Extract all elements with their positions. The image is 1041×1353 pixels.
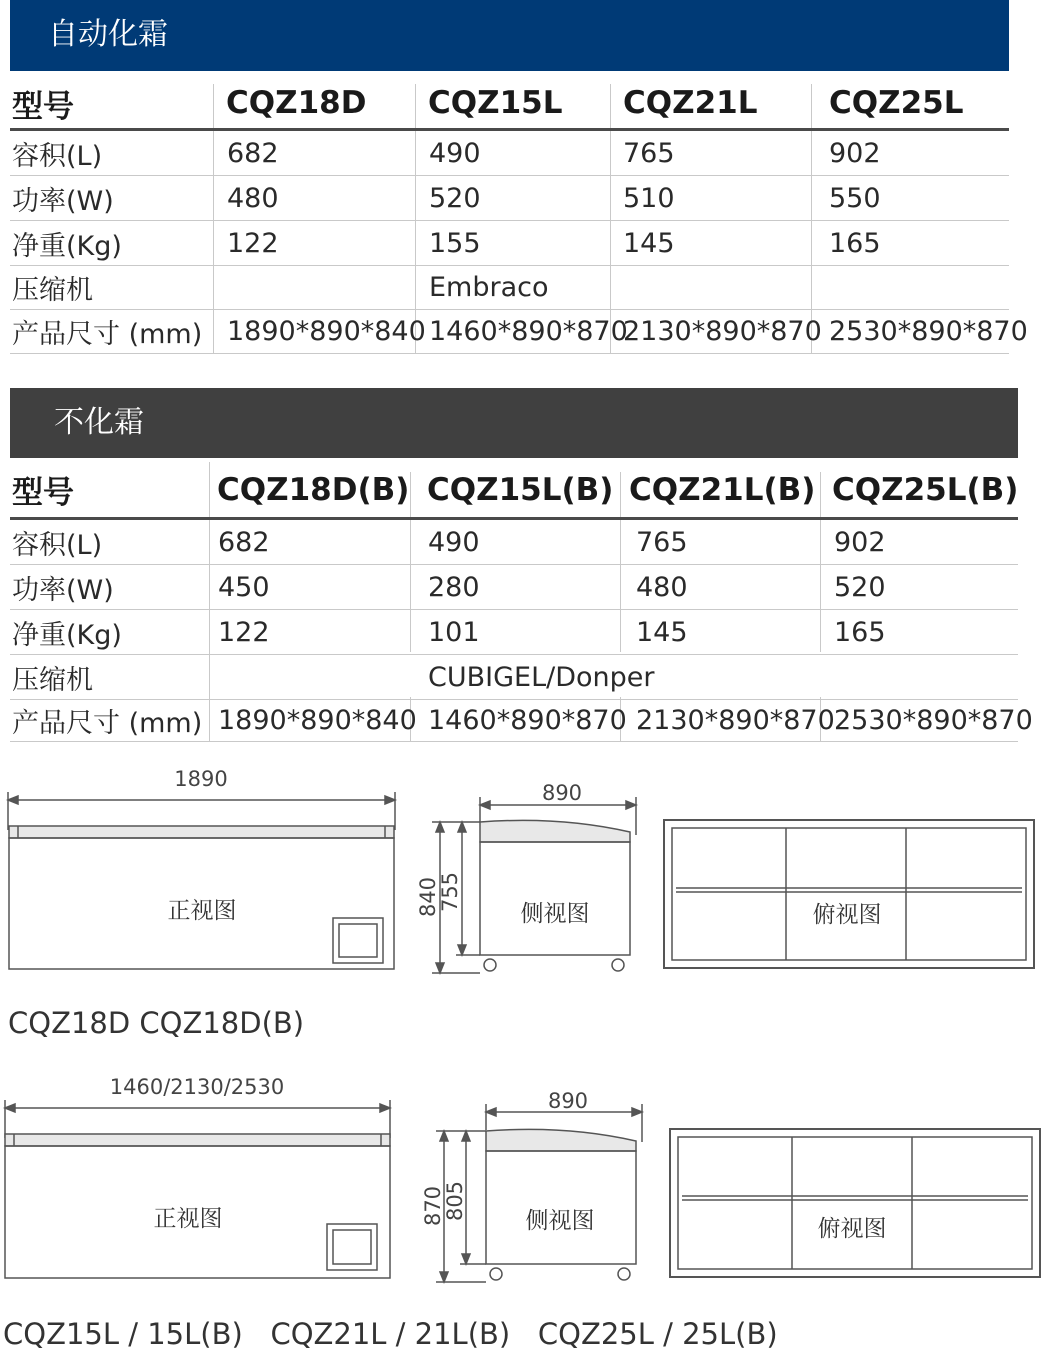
table-cell: 490 — [429, 137, 481, 169]
table-cell: 1890*890*840 — [227, 316, 426, 347]
section-title: 自动化霜 — [48, 17, 168, 52]
table-header-row — [10, 462, 1018, 520]
height-dimension: 840 — [416, 876, 440, 918]
table-cell: 902 — [829, 137, 881, 169]
table-header-row — [10, 78, 1009, 131]
depth-dimension: 890 — [541, 781, 583, 805]
height-dimension: 870 — [421, 1185, 445, 1227]
front-view-1 — [8, 767, 395, 969]
table-cell: 280 — [428, 571, 480, 603]
header-cell: CQZ25L — [829, 85, 964, 121]
top-view-label: 俯视图 — [817, 1216, 887, 1242]
header-cell: CQZ18D — [226, 85, 367, 121]
table-row — [10, 131, 1009, 176]
table-cell: 480 — [227, 182, 279, 214]
table-cell: 165 — [834, 616, 886, 648]
spec-table-no-defrost — [10, 462, 1033, 741]
table-cell: Embraco — [429, 272, 549, 303]
row-label: 压缩机 — [12, 275, 93, 306]
header-cell: 型号 — [12, 88, 74, 125]
table-row — [10, 565, 1018, 610]
table-cell: 520 — [834, 571, 886, 603]
header-cell: CQZ21L — [623, 85, 758, 121]
table-row — [10, 610, 1018, 655]
inner-height-dimension: 805 — [443, 1180, 467, 1222]
spec-table-auto-defrost — [10, 78, 1028, 353]
table-cell: 902 — [834, 526, 886, 558]
side-view-label: 侧视图 — [520, 901, 590, 927]
table-cell: 682 — [218, 526, 270, 558]
table-cell: 1460*890*870 — [428, 705, 627, 736]
table-row — [10, 310, 1028, 354]
side-view-1 — [416, 781, 636, 973]
table-cell: 122 — [218, 616, 270, 648]
front-view-label: 正视图 — [153, 1206, 223, 1232]
table-row — [10, 700, 1033, 742]
table-row — [10, 520, 1018, 565]
header-cell: 型号 — [12, 475, 74, 511]
table-cell: 1460*890*870 — [429, 316, 628, 347]
row-label: 功率(W) — [12, 185, 114, 217]
table-cell: 165 — [829, 227, 881, 259]
row-label: 容积(L) — [12, 140, 103, 172]
table-cell: 450 — [218, 571, 270, 603]
header-cell: CQZ21L(B) — [629, 471, 816, 508]
side-view-label: 侧视图 — [525, 1208, 595, 1234]
header-cell: CQZ15L(B) — [427, 471, 614, 508]
table-row — [10, 176, 1009, 221]
table-cell: 490 — [428, 526, 480, 558]
table-cell: CUBIGEL/Donper — [428, 661, 655, 693]
width-dimension: 1460/2130/2530 — [109, 1075, 285, 1099]
model-caption-2: CQZ15L / 15L(B) CQZ21L / 21L(B) CQZ25L / 25L(B) — [3, 1317, 778, 1351]
header-cell: CQZ25L(B) — [832, 471, 1019, 508]
table-cell: 765 — [636, 526, 688, 558]
table-cell: 155 — [429, 227, 481, 259]
table-cell: 2130*890*870 — [623, 316, 822, 347]
row-label: 功率(W) — [12, 574, 114, 606]
top-view-2 — [670, 1129, 1040, 1277]
table-cell: 101 — [428, 616, 480, 648]
table-cell: 520 — [429, 182, 481, 214]
row-label: 压缩机 — [12, 664, 93, 696]
section-header-no-defrost — [10, 388, 1018, 458]
table-row — [10, 266, 1009, 310]
top-view-1 — [664, 820, 1034, 968]
section-title: 不化霜 — [54, 405, 144, 440]
front-view-label: 正视图 — [167, 898, 237, 924]
row-label: 容积(L) — [12, 529, 103, 561]
table-row — [10, 221, 1009, 266]
table-cell: 122 — [227, 227, 279, 259]
table-cell: 682 — [227, 137, 279, 169]
header-cell: CQZ15L — [428, 85, 563, 121]
table-cell: 2530*890*870 — [834, 705, 1033, 736]
width-dimension: 1890 — [174, 767, 228, 791]
depth-dimension: 890 — [547, 1089, 589, 1113]
table-cell: 480 — [636, 571, 688, 603]
row-label: 净重(Kg) — [12, 619, 122, 651]
table-row — [10, 655, 1018, 700]
table-cell: 2530*890*870 — [829, 316, 1028, 347]
row-label: 产品尺寸 (mm) — [12, 708, 203, 739]
table-cell: 765 — [623, 137, 675, 169]
row-label: 净重(Kg) — [12, 230, 122, 262]
top-view-label: 俯视图 — [812, 902, 882, 928]
row-label: 产品尺寸 (mm) — [12, 319, 203, 350]
side-view-2 — [421, 1089, 642, 1282]
header-cell: CQZ18D(B) — [217, 471, 410, 508]
section-header-auto-defrost — [10, 0, 1009, 71]
table-cell: 2130*890*870 — [636, 705, 835, 736]
table-cell: 145 — [623, 227, 675, 259]
front-view-2 — [5, 1075, 390, 1278]
table-cell: 550 — [829, 182, 881, 214]
table-cell: 510 — [623, 182, 675, 214]
table-cell: 1890*890*840 — [218, 705, 417, 736]
model-caption-1: CQZ18D CQZ18D(B) — [8, 1006, 305, 1040]
table-cell: 145 — [636, 616, 688, 648]
inner-height-dimension: 755 — [438, 871, 462, 913]
